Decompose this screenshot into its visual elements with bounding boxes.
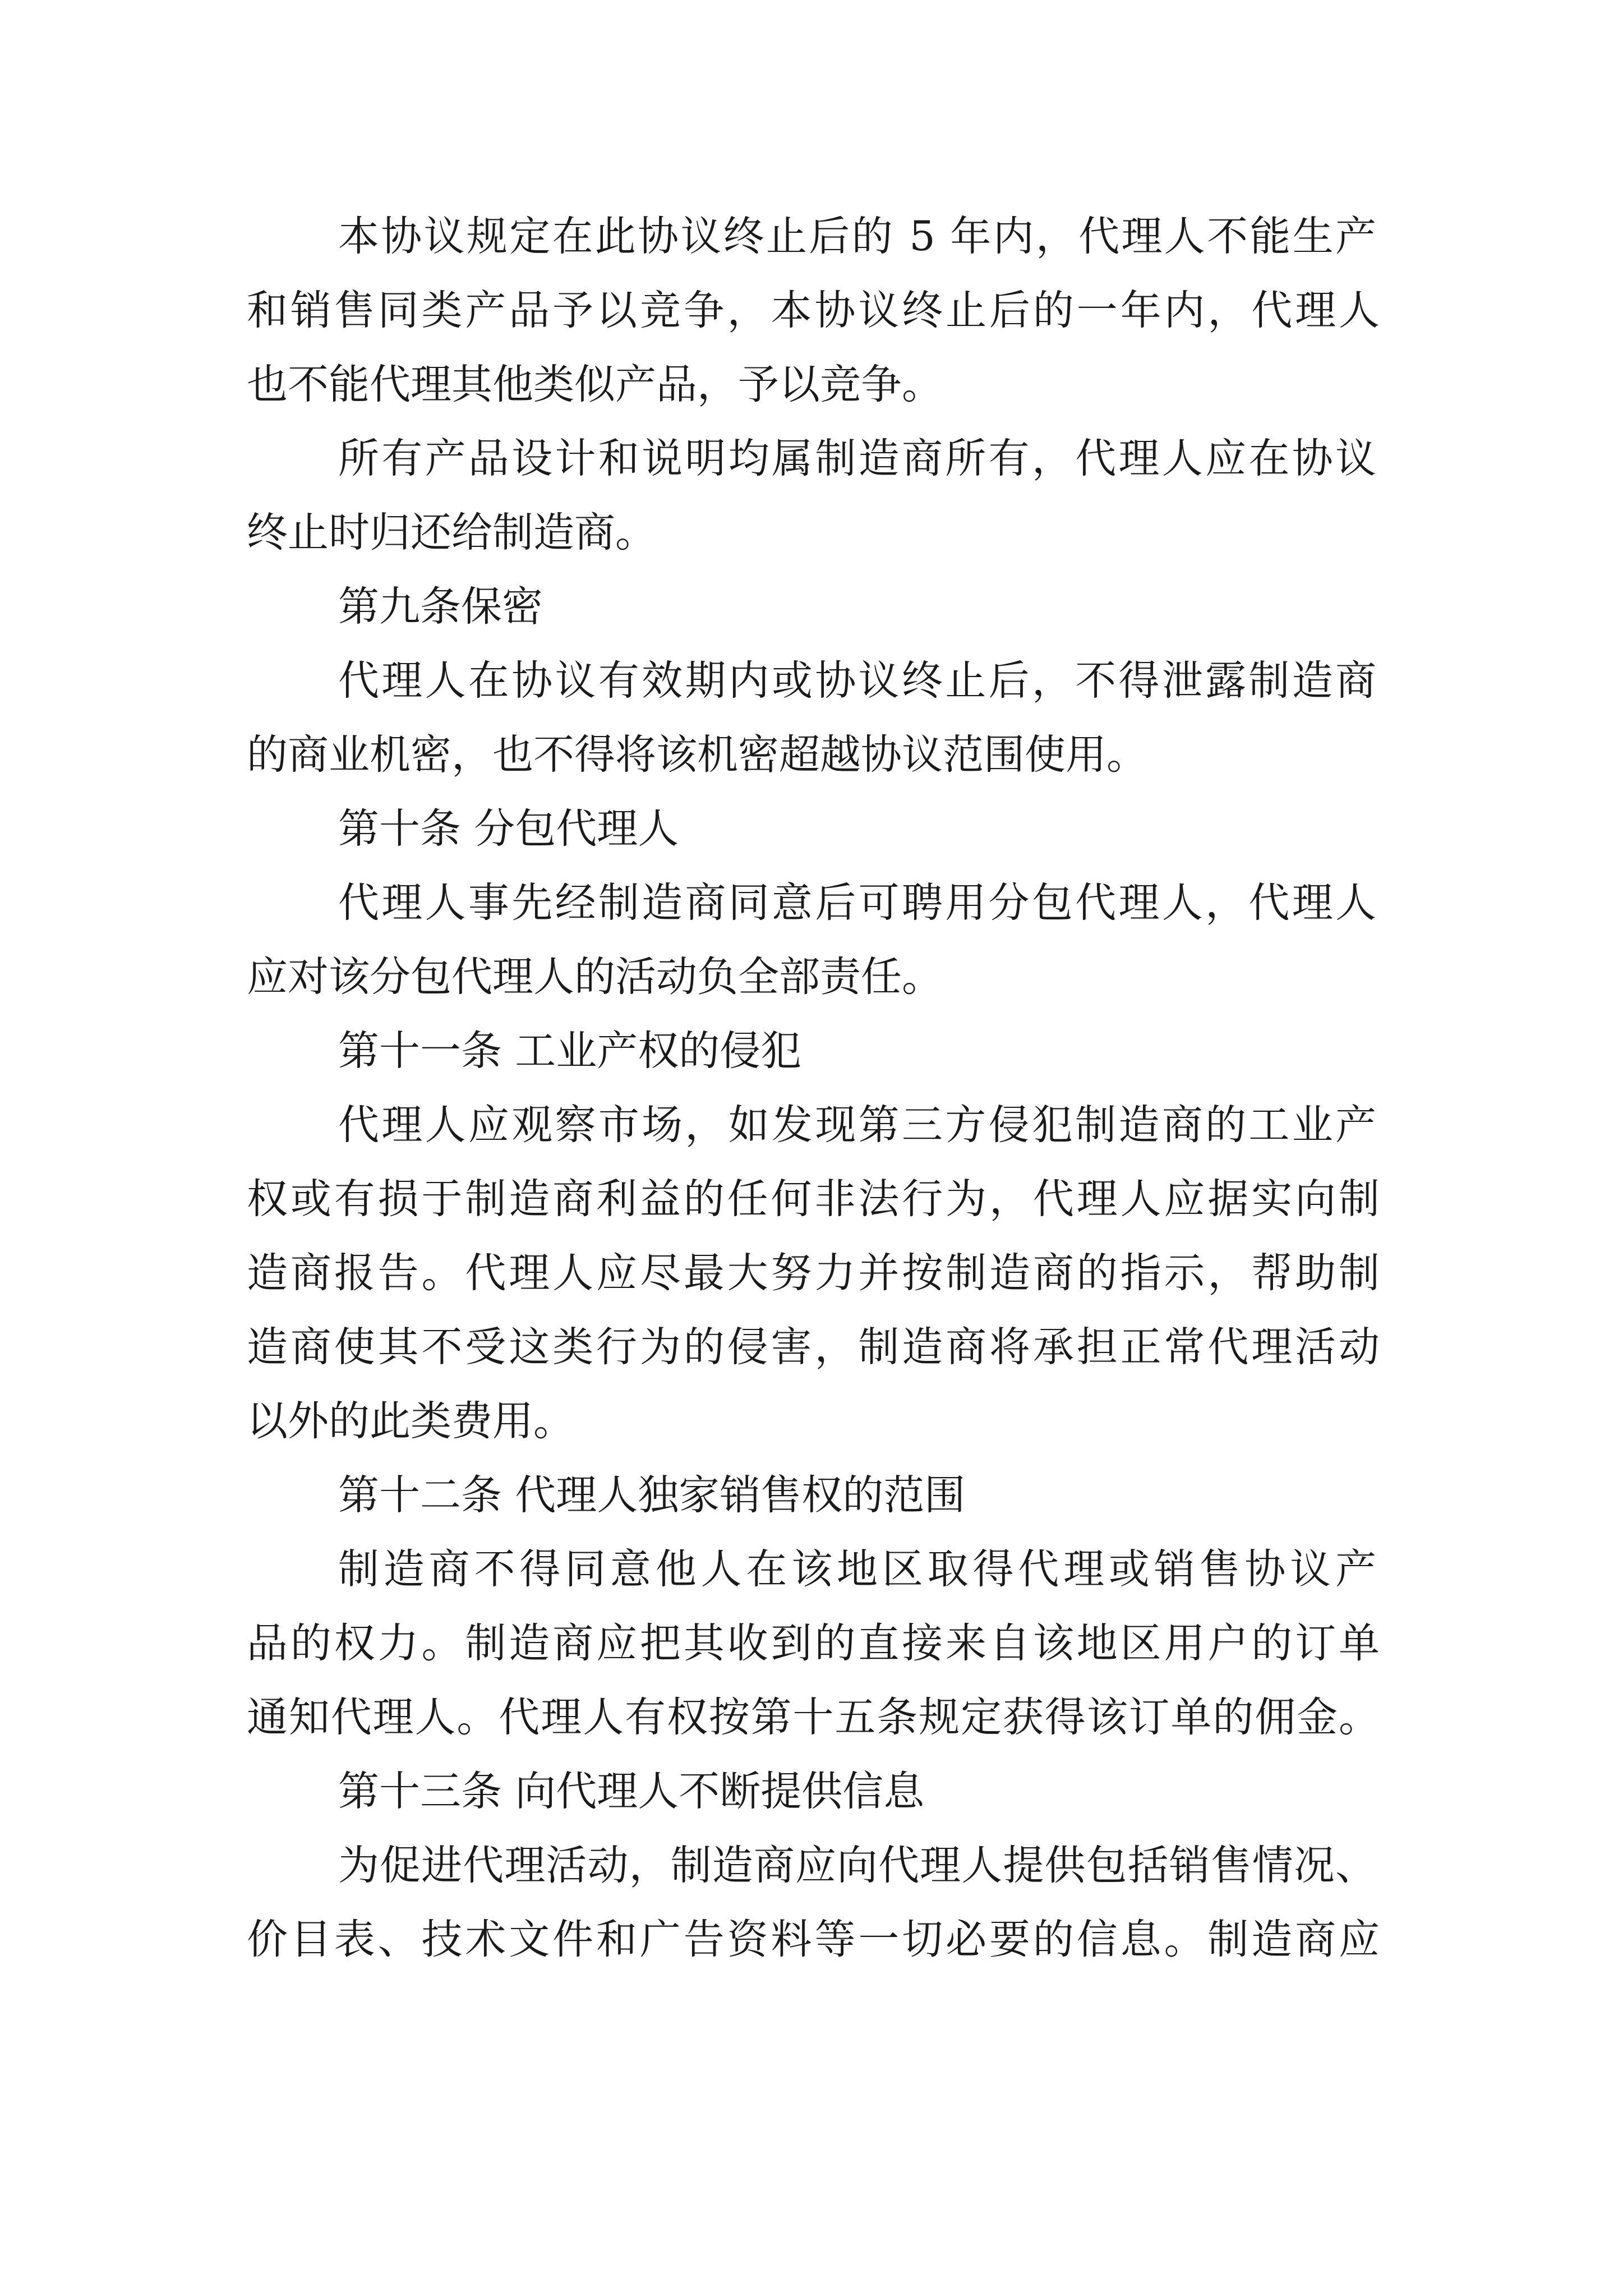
section-heading: 第九条保密 — [338, 583, 543, 631]
paragraph-line: 造商报告。代理人应尽最大努力并按制造商的指示，帮助制 — [247, 1249, 1380, 1297]
paragraph-line: 通知代理人。代理人有权按第十五条规定获得该订单的佣金。 — [247, 1694, 1380, 1741]
paragraph-line: 的商业机密，也不得将该机密超越协议范围使用。 — [247, 731, 1147, 779]
paragraph-line: 为促进代理活动，制造商应向代理人提供包括销售情况、 — [338, 1842, 1376, 1889]
paragraph-line: 代理人事先经制造商同意后可聘用分包代理人，代理人 — [338, 879, 1376, 927]
paragraph-line: 价目表、技术文件和广告资料等一切必要的信息。制造商应 — [247, 1916, 1380, 1963]
section-heading: 第十二条 代理人独家销售权的范围 — [338, 1471, 966, 1519]
paragraph-line: 造商使其不受这类行为的侵害，制造商将承担正常代理活动 — [247, 1323, 1380, 1371]
paragraph-line: 代理人应观察市场，如发现第三方侵犯制造商的工业产 — [338, 1101, 1376, 1149]
paragraph-line: 品的权力。制造商应把其收到的直接来自该地区用户的订单 — [247, 1619, 1380, 1667]
paragraph-line: 权或有损于制造商利益的任何非法行为，代理人应据实向制 — [247, 1175, 1380, 1223]
paragraph-line: 所有产品设计和说明均属制造商所有，代理人应在协议 — [338, 435, 1376, 482]
section-heading: 第十三条 向代理人不断提供信息 — [338, 1768, 925, 1815]
paragraph-line: 和销售同类产品予以竞争，本协议终止后的一年内，代理人 — [247, 287, 1380, 334]
paragraph-line: 终止时归还给制造商。 — [247, 509, 656, 556]
paragraph-line: 代理人在协议有效期内或协议终止后，不得泄露制造商 — [338, 657, 1376, 705]
paragraph-line: 本协议规定在此协议终止后的 5 年内，代理人不能生产 — [338, 213, 1376, 260]
section-heading: 第十一条 工业产权的侵犯 — [338, 1027, 802, 1075]
section-heading: 第十条 分包代理人 — [338, 805, 679, 853]
paragraph-line: 以外的此类费用。 — [247, 1397, 574, 1445]
paragraph-line: 应对该分包代理人的活动负全部责任。 — [247, 953, 943, 1001]
paragraph-line: 也不能代理其他类似产品，予以竞争。 — [247, 361, 943, 408]
paragraph-line: 制造商不得同意他人在该地区取得代理或销售协议产 — [338, 1545, 1376, 1593]
